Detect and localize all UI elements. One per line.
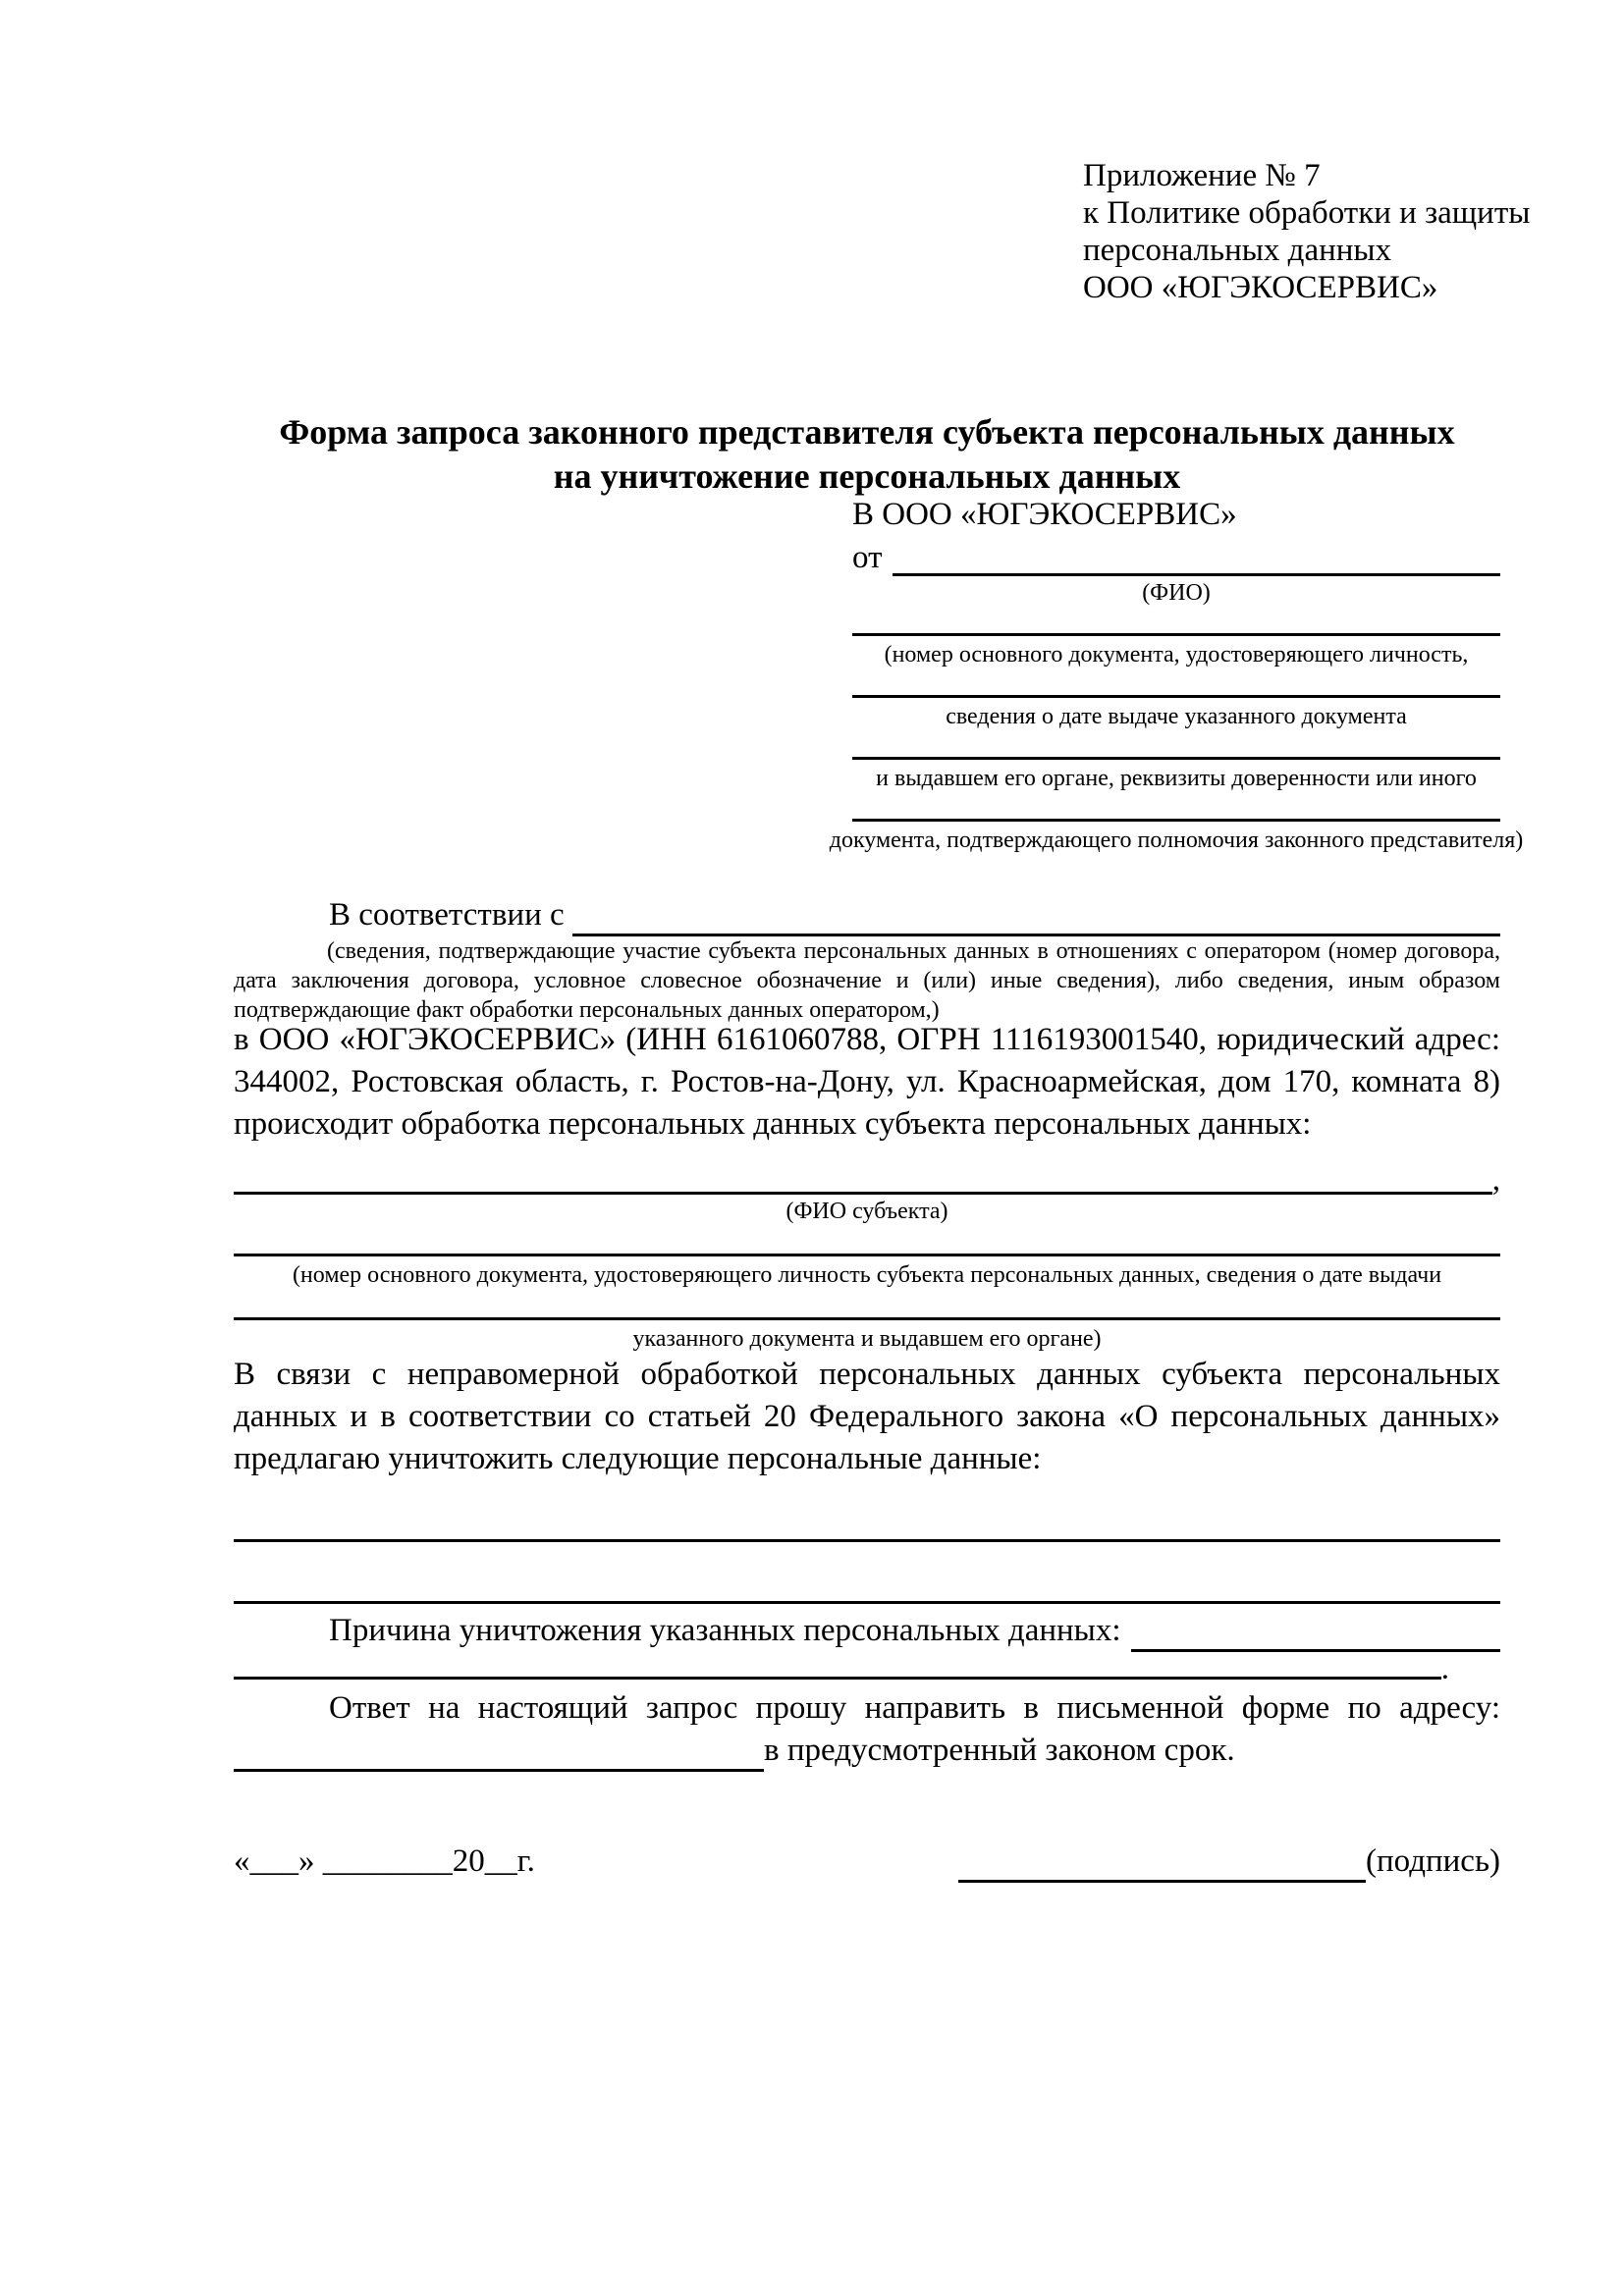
subject-fio-caption: (ФИО субъекта) (785, 1199, 948, 1224)
data-to-destroy-blank-line (234, 1484, 1500, 1542)
sentence-period: . (1440, 1651, 1449, 1686)
from-row (852, 537, 1500, 576)
footer-row (234, 1841, 1500, 1883)
addressee-to: В ООО «ЮГЭКОСЕРВИС» (852, 497, 1237, 532)
appendix-header-line: Приложение № 7 (1083, 158, 1321, 193)
signature-group (958, 1841, 1500, 1883)
appendix-header-line: персональных данных (1083, 233, 1392, 268)
page-title-line1: Форма запроса законного представителя субъекта персональных данных (279, 412, 1455, 452)
page-title-line2: на уничтожение персональных данных (553, 456, 1181, 496)
accordance-row (234, 894, 1500, 936)
answer-address-row (234, 1730, 1500, 1772)
reason-label: Причина уничтожения указанных персональных данных: (329, 1613, 1121, 1648)
appendix-header-line: к Политике обработки и защиты (1083, 195, 1531, 231)
accordance-label: В соответствии с (329, 897, 565, 933)
representative-doc-line (852, 633, 1500, 669)
reason-blank-line (1131, 1610, 1500, 1652)
doc-line-caption: (номер основного документа, удостоверяющего личность, (884, 642, 1469, 667)
representative-doc-line (852, 757, 1500, 793)
fio-caption: (ФИО) (1142, 580, 1211, 606)
appendix-header (1083, 157, 1531, 306)
data-to-destroy-blank-line (234, 1546, 1500, 1604)
operator-paragraph: в ООО «ЮГЭКОСЕРВИС» (ИНН 6161060788, ОГРН 1116193001540, юридический адрес: 344002, Ростовская область, г. Ростов-на-Дону, ул. Красноармейская, дом 170, комната 8) происходит обработка персональных данных субъекта персональных данных: (234, 1022, 1500, 1142)
accordance-blank-line (572, 894, 1500, 936)
reason-row (234, 1610, 1500, 1652)
blank-line (852, 633, 1500, 636)
answer-sentence: Ответ на настоящий запрос прошу направить в письменной форме по адресу: (329, 1690, 1500, 1726)
blank-line (852, 695, 1500, 698)
reason-blank-line-2 (234, 1677, 1441, 1680)
document-body (234, 894, 1500, 1883)
blank-line (852, 757, 1500, 760)
doc-line-caption: документа, подтверждающего полномочия законного представителя) (829, 828, 1524, 853)
subject-fio-row (234, 1151, 1500, 1198)
blank-line (852, 819, 1500, 822)
subject-doc-caption-1: (номер основного документа, удостоверяющего личность субъекта персональных данных, сведения о дате выдачи (292, 1262, 1442, 1288)
answer-tail: в предусмотренный законом срок. (764, 1733, 1235, 1768)
doc-line-caption: сведения о дате выдаче указанного документа (946, 704, 1407, 729)
representative-doc-line (829, 819, 1524, 855)
doc-line-caption: и выдавшем его органе, реквизиты доверенности или иного (876, 766, 1477, 791)
subject-doc-blank-line (234, 1317, 1500, 1320)
subject-comma: , (1491, 1162, 1500, 1198)
signature-caption: (подпись) (1366, 1843, 1500, 1879)
subject-doc-blank-line (234, 1254, 1500, 1256)
addressee-block (829, 493, 1524, 855)
address-blank-line (234, 1730, 764, 1772)
reason-continuation-row (234, 1651, 1500, 1686)
signature-blank-line (958, 1842, 1366, 1883)
subject-doc-caption-2: указанного документа и выдавшем его органе) (632, 1326, 1102, 1352)
from-blank-line (893, 537, 1501, 576)
date-template: «___» ________20__г. (234, 1843, 535, 1879)
unlawful-paragraph: В связи с неправомерной обработкой персональных данных субъекта персональных данных и в соответствии со статьей 20 Федерального закона «О персональных данных» предлагаю уничтожить следующие персональные данные: (234, 1357, 1500, 1476)
subject-fio-blank-line (234, 1192, 1492, 1195)
from-label: от (852, 540, 883, 575)
representative-doc-line (852, 695, 1500, 731)
page-title (234, 410, 1500, 499)
appendix-header-line: ООО «ЮГЭКОСЕРВИС» (1083, 270, 1438, 305)
accordance-note: (сведения, подтверждающие участие субъекта персональных данных в отношениях с оператором (номер договора, дата заключения договора, условное словесное обозначение и (или) иные сведения), либо сведения, иным образом подтверждающие факт обработки персональных данных оператором,) (234, 938, 1500, 1023)
